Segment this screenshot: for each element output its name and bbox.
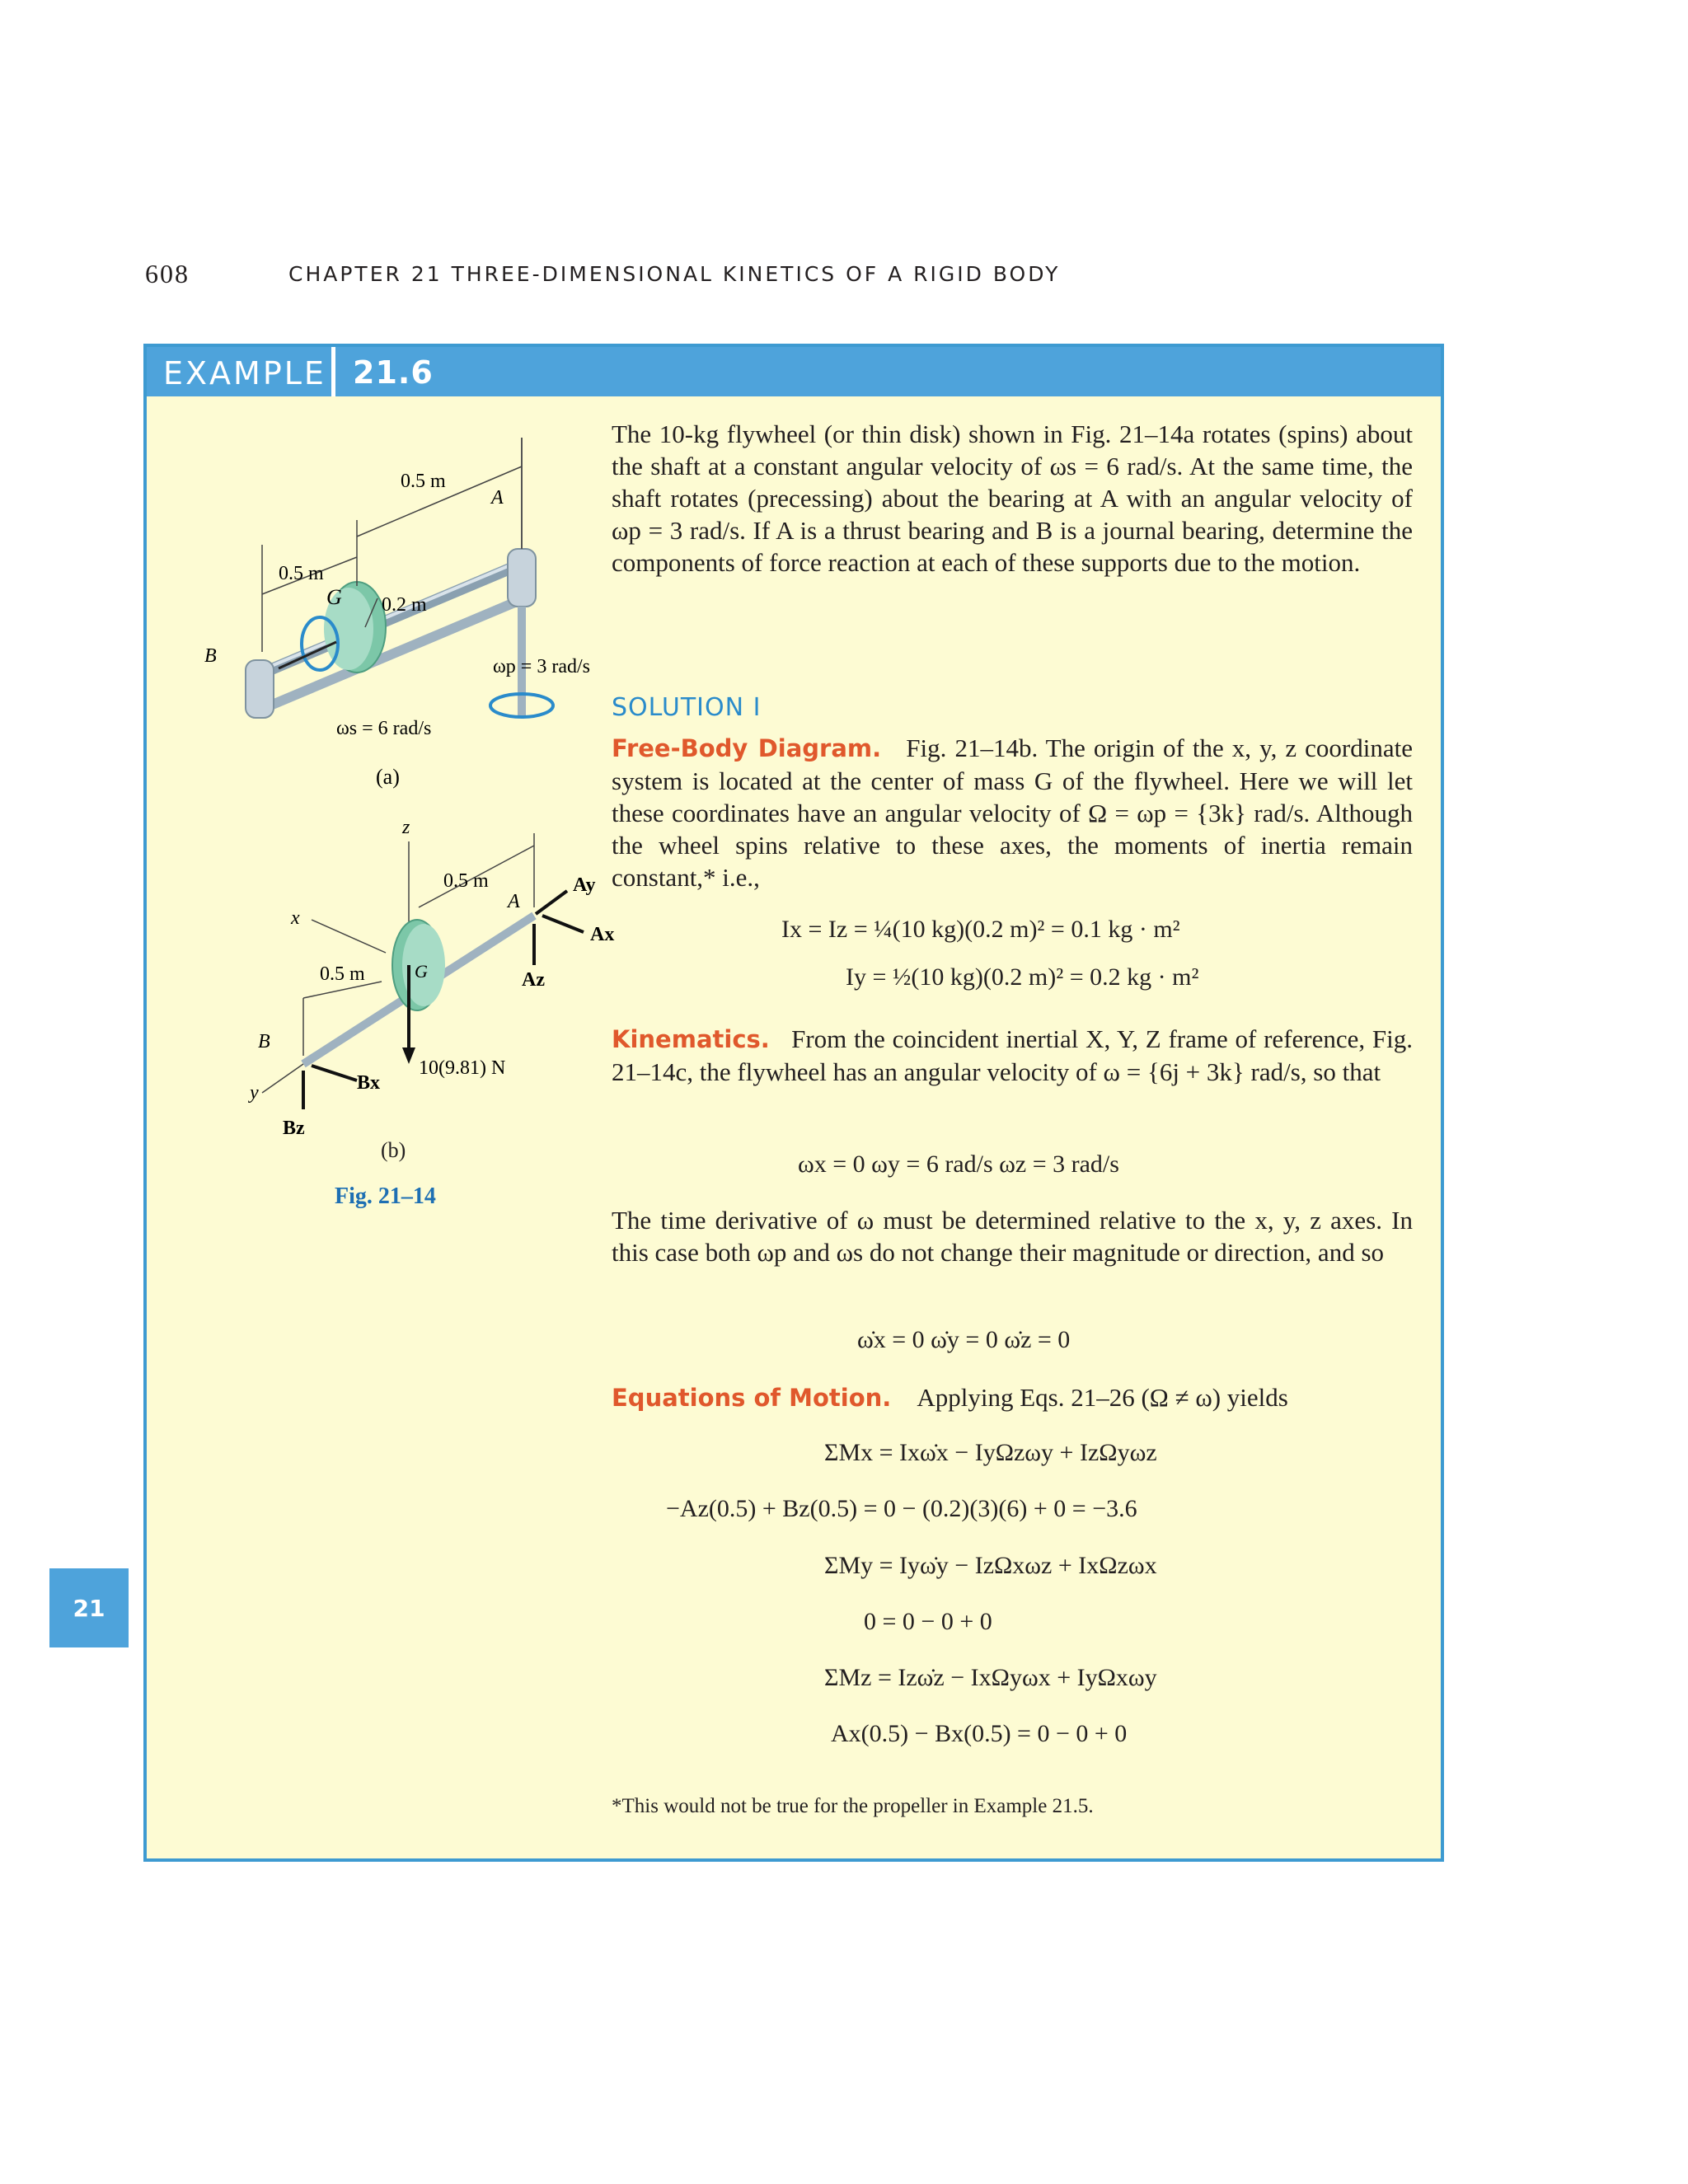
omega-dot-eq: ω̇x = 0 ω̇y = 0 ω̇z = 0 xyxy=(857,1326,1071,1353)
footnote: *This would not be true for the propeller in Example 21.5. xyxy=(612,1795,1094,1817)
motion-eq-6: Ax(0.5) − Bx(0.5) = 0 − 0 + 0 xyxy=(831,1720,1128,1747)
kinematics-paragraph xyxy=(612,1023,1413,1088)
derivative-text: The time derivative of ω must be determined relative to the x, y, z axes. In this case both ωp and ωs do not change their magnitude or direction, and so xyxy=(612,1206,1413,1267)
b-dim-top-label: 0.5 m xyxy=(443,870,489,892)
derivative-paragraph xyxy=(612,1204,1413,1268)
omega-eq: ωx = 0 ωy = 6 rad/s ωz = 3 rad/s xyxy=(798,1151,1119,1178)
y-axis xyxy=(262,1064,303,1093)
bearing-B xyxy=(246,660,274,718)
fbd-heading: Free-Body Diagram. xyxy=(612,734,882,762)
figure-caption: Fig. 21–14 xyxy=(335,1183,436,1209)
a-radius: 0.2 m xyxy=(382,594,427,616)
a-omega-s: ωs = 6 rad/s xyxy=(336,718,432,739)
example-number: 21.6 xyxy=(353,354,434,391)
b-A: A xyxy=(508,891,520,912)
x-axis xyxy=(312,920,386,953)
a-dim-top: 0.5 m xyxy=(401,471,446,492)
a-G: G xyxy=(326,585,342,609)
example-label: EXAMPLE xyxy=(163,355,326,391)
bearing-A xyxy=(508,549,536,607)
Ay-arrow xyxy=(536,891,567,914)
motion-eq-3: ΣMy = Iyω̇y − IzΩxωz + IxΩzωx xyxy=(824,1552,1157,1579)
fbd-paragraph xyxy=(612,732,1413,893)
example-header xyxy=(147,347,1441,396)
inertia-eq-2: Iy = ½(10 kg)(0.2 m)² = 0.2 kg · m² xyxy=(846,963,1199,991)
intro-text: The 10-kg flywheel (or thin disk) shown in Fig. 21–14a rotates (spins) about the shaft at a constant angular velocity of ωs = 6 rad/s. At the same time, the shaft rotates (precessing) about the bearing at A with an angular velocity of ωp = 3 rad/s. If A is a thrust bearing and B is a journal bearing, determine the components of force reaction at each of these supports due to the motion. xyxy=(612,419,1413,577)
a-caption: (a) xyxy=(376,765,400,789)
b-x: x xyxy=(291,907,300,929)
header-divider xyxy=(331,347,335,396)
b-weight: 10(9.81) N xyxy=(419,1057,506,1079)
b-Ax: Ax xyxy=(590,924,615,945)
b-z: z xyxy=(402,817,410,838)
weight-arrowhead xyxy=(402,1047,415,1064)
b-Ay: Ay xyxy=(573,874,596,896)
a-A: A xyxy=(491,487,504,509)
Bx-arrow xyxy=(312,1066,357,1080)
b-caption: (b) xyxy=(381,1138,406,1162)
b-Bz: Bz xyxy=(283,1118,305,1139)
a-B: B xyxy=(204,645,217,667)
page-number: 608 xyxy=(145,259,190,288)
solution-heading: SOLUTION I xyxy=(612,693,762,722)
intro-paragraph xyxy=(612,418,1413,579)
b-G: G xyxy=(415,961,428,982)
motion-text: Applying Eqs. 21–26 (Ω ≠ ω) yields xyxy=(917,1383,1288,1412)
motion-eq-1: ΣMx = Ixω̇x − IyΩzωy + IzΩyωz xyxy=(824,1439,1157,1466)
chapter-tab: 21 xyxy=(49,1568,129,1647)
example-box xyxy=(143,344,1444,1862)
inertia-eq-1: Ix = Iz = ¼(10 kg)(0.2 m)² = 0.1 kg · m² xyxy=(781,916,1180,943)
a-omega-p: ωp = 3 rad/s xyxy=(493,656,590,677)
kinematics-text: From the coincident inertial X, Y, Z frame of reference, Fig. 21–14c, the flywheel has an angular velocity of ω = {6j + 3k} rad/s, so that xyxy=(612,1024,1413,1086)
Ax-arrow xyxy=(542,916,584,932)
kinematics-heading: Kinematics. xyxy=(612,1025,770,1053)
motion-paragraph xyxy=(612,1381,1413,1414)
a-dim-left: 0.5 m xyxy=(279,563,324,584)
motion-heading: Equations of Motion. xyxy=(612,1384,892,1412)
motion-eq-2: −Az(0.5) + Bz(0.5) = 0 − (0.2)(3)(6) + 0 = −3.6 xyxy=(666,1495,1137,1522)
b-Bx: Bx xyxy=(357,1072,381,1094)
b-Az: Az xyxy=(522,969,545,991)
motion-eq-4: 0 = 0 − 0 + 0 xyxy=(864,1608,992,1635)
running-head: CHAPTER 21 THREE-DIMENSIONAL KINETICS OF A RIGID BODY xyxy=(288,262,1061,286)
fbd-text: Fig. 21–14b. The origin of the x, y, z coordinate system is located at the center of mass G of the flywheel. Here we will let these coordinates have an angular velocity of Ω = ωp = {3k} rad/s. Although the wheel spins relative to these axes, the moments of inertia remain constant,* i.e., xyxy=(612,733,1413,892)
b-dim-left-label: 0.5 m xyxy=(320,963,365,985)
motion-eq-5: ΣMz = Izω̇z − IxΩyωx + IyΩxωy xyxy=(824,1664,1157,1691)
b-y: y xyxy=(250,1082,259,1104)
b-B: B xyxy=(258,1031,270,1052)
